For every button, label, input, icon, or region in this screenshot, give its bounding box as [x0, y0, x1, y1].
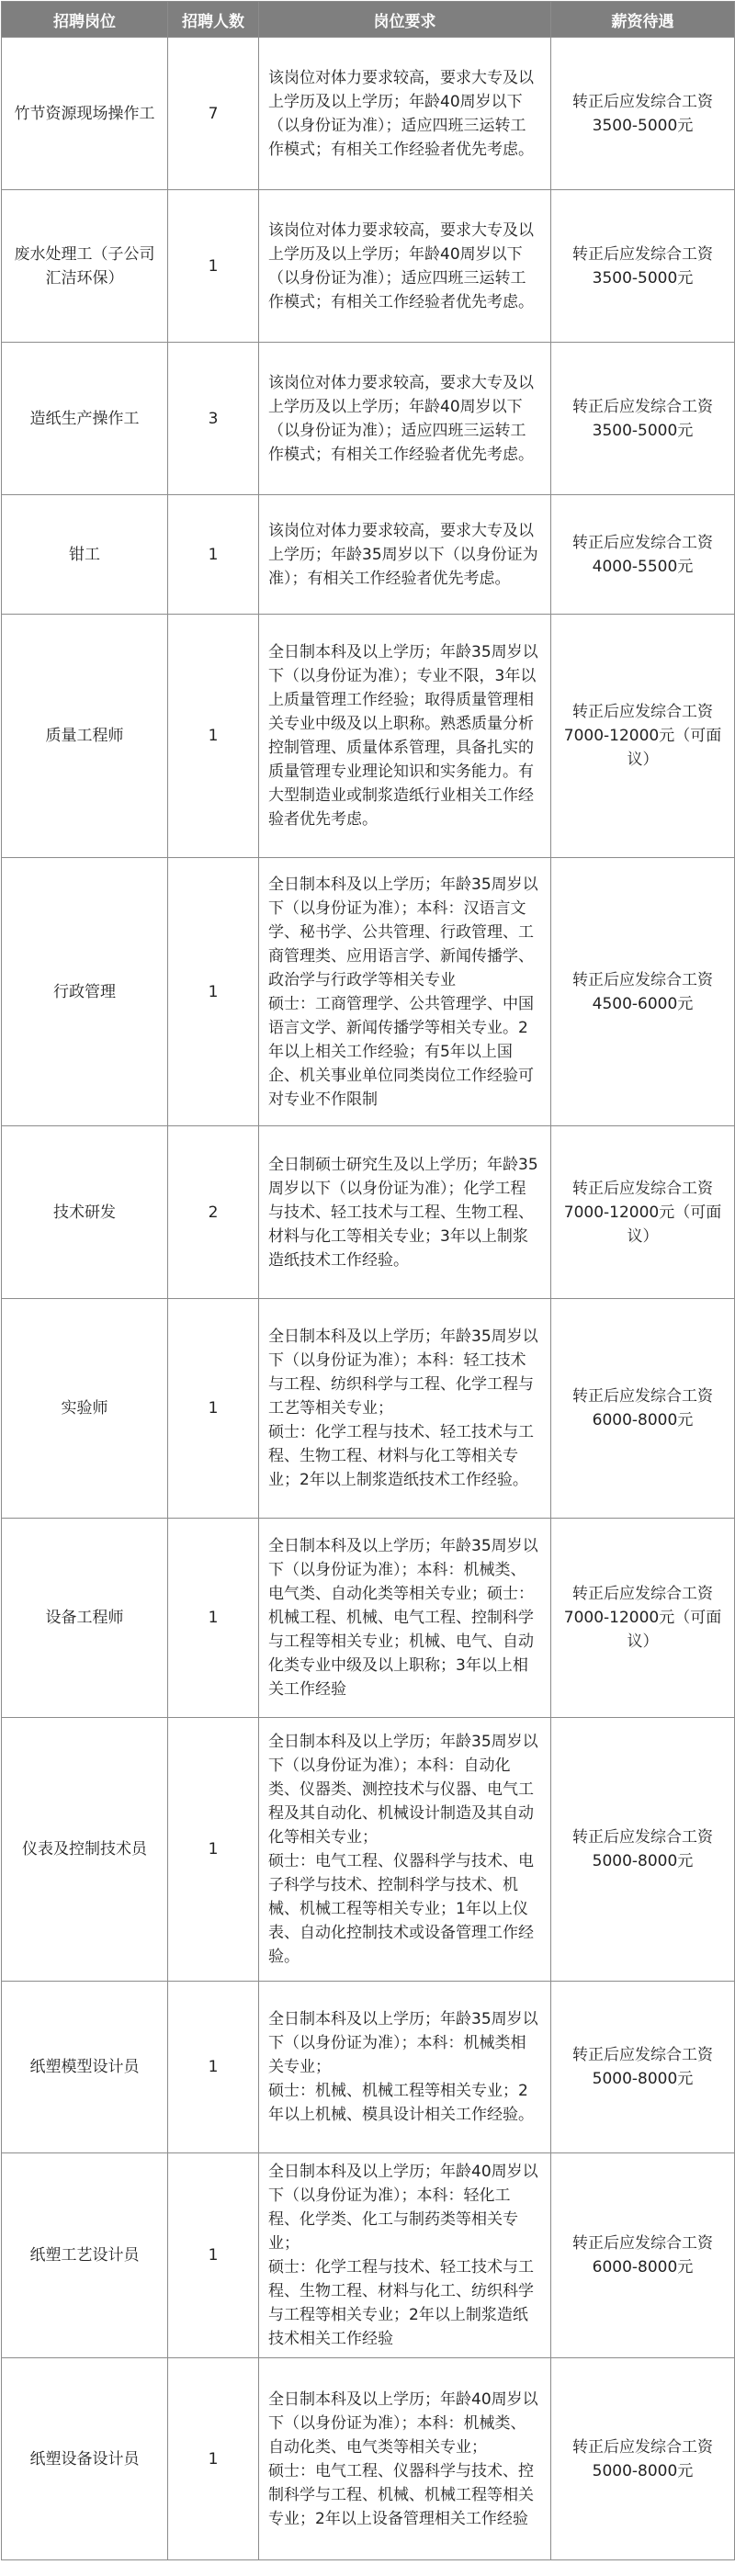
cell-requirements [259, 343, 551, 495]
cell-position: 技术研发 [2, 1126, 168, 1299]
cell-requirements [259, 2153, 551, 2358]
table-row [2, 615, 735, 858]
cell-position: 竹节资源现场操作工 [2, 38, 168, 190]
requirement-text: 全日制硕士研究生及以上学历；年龄35周岁以下（以身份证为准）；化学工程与技术、轻工技术与工程、生物工程、材料与化工等相关专业；3年以上制浆造纸技术工作经验。 [268, 1155, 538, 1270]
table-row [2, 2153, 735, 2358]
requirement-text: 硕士：工商管理学、公共管理学、中国语言文学、新闻传播学等相关专业。2年以上相关工作经验；有5年以上国企、机关事业单位同类岗位工作经验可对专业不作限制 [268, 994, 534, 1109]
requirement-text: 硕士：电气工程、仪器科学与技术、电子科学与技术、控制科学与技术、机械、机械工程等相关专业；1年以上仪表、自动化控制技术或设备管理工作经验。 [268, 1852, 534, 1966]
requirement-text: 全日制本科及以上学历；年龄35周岁以下（以身份证为准）；本科：机械类相关专业； [268, 2010, 538, 2076]
cell-salary: 转正后应发综合工资6000-8000元 [551, 2153, 735, 2358]
cell-position: 废水处理工（子公司汇洁环保） [2, 190, 168, 343]
cell-position: 仪表及控制技术员 [2, 1718, 168, 1982]
cell-requirements [259, 1126, 551, 1299]
header-position: 招聘岗位 [2, 2, 168, 38]
cell-requirements [259, 1519, 551, 1718]
cell-count: 1 [168, 615, 259, 858]
requirement-text: 硕士：化学工程与技术、轻工技术与工程、生物工程、材料与化工、纺织科学与工程等相关专业；2年以上制浆造纸技术相关工作经验 [268, 2258, 534, 2348]
cell-count: 3 [168, 343, 259, 495]
cell-requirements [259, 1299, 551, 1519]
cell-count: 1 [168, 1519, 259, 1718]
table-row [2, 1299, 735, 1519]
cell-count: 1 [168, 2153, 259, 2358]
requirement-text: 该岗位对体力要求较高，要求大专及以上学历及以上学历；年龄40周岁以下（以身份证为准）；适应四班三运转工作模式；有相关工作经验者优先考虑。 [268, 220, 534, 311]
cell-count: 1 [168, 190, 259, 343]
cell-requirements [259, 858, 551, 1126]
cell-requirements [259, 190, 551, 343]
cell-position: 纸塑模型设计员 [2, 1982, 168, 2153]
requirement-text: 全日制本科及以上学历；年龄35周岁以下（以身份证为准）；本科：汉语言文学、秘书学、公共管理、行政管理、工商管理类、应用语言学、新闻传播学、政治学与行政学等相关专业 [268, 875, 538, 989]
cell-salary: 转正后应发综合工资3500-5000元 [551, 38, 735, 190]
cell-position: 实验师 [2, 1299, 168, 1519]
table-row [2, 38, 735, 190]
cell-count: 7 [168, 38, 259, 190]
requirement-text: 全日制本科及以上学历；年龄35周岁以下（以身份证为准）；专业不限，3年以上质量管理工作经验；取得质量管理相关专业中级及以上职称。熟悉质量分析控制管理、质量体系管理，具备扎实的质量管理专业理论知识和实务能力。有大型制造业或制浆造纸行业相关工作经验者优先考虑。 [268, 643, 538, 829]
cell-salary: 转正后应发综合工资5000-8000元 [551, 1982, 735, 2153]
requirement-text: 全日制本科及以上学历；年龄40周岁以下（以身份证为准）；本科：轻化工程、化学类、化工与制药类等相关专业； [268, 2163, 538, 2253]
cell-salary: 转正后应发综合工资4500-6000元 [551, 858, 735, 1126]
cell-requirements [259, 1982, 551, 2153]
table-row [2, 1718, 735, 1982]
cell-requirements [259, 38, 551, 190]
cell-salary: 转正后应发综合工资4000-5500元 [551, 495, 735, 615]
cell-position: 纸塑设备设计员 [2, 2358, 168, 2560]
header-count: 招聘人数 [168, 2, 259, 38]
cell-salary: 转正后应发综合工资6000-8000元 [551, 1299, 735, 1519]
cell-requirements [259, 615, 551, 858]
requirement-text: 全日制本科及以上学历；年龄35周岁以下（以身份证为准）；本科：轻工技术与工程、纺织科学与工程、化学工程与工艺等相关专业； [268, 1328, 538, 1418]
requirement-text: 该岗位对体力要求较高，要求大专及以上学历；年龄35周岁以下（以身份证为准）；有相关工作经验者优先考虑。 [268, 521, 538, 588]
cell-count: 1 [168, 495, 259, 615]
requirement-text: 全日制本科及以上学历；年龄35周岁以下（以身份证为准）；本科：机械类、电气类、自动化类等相关专业；硕士：机械工程、机械、电气工程、控制科学与工程等相关专业；机械、电气、自动化类专业中级及以上职称；3年以上相关工作经验 [268, 1537, 538, 1699]
table-row [2, 858, 735, 1126]
cell-salary: 转正后应发综合工资7000-12000元（可面议） [551, 615, 735, 858]
cell-requirements [259, 2358, 551, 2560]
requirement-text: 硕士：机械、机械工程等相关专业；2年以上机械、模具设计相关工作经验。 [268, 2082, 534, 2124]
cell-count: 1 [168, 2358, 259, 2560]
cell-salary: 转正后应发综合工资3500-5000元 [551, 343, 735, 495]
requirement-text: 该岗位对体力要求较高，要求大专及以上学历及以上学历；年龄40周岁以下（以身份证为准）；适应四班三运转工作模式；有相关工作经验者优先考虑。 [268, 68, 534, 159]
cell-count: 2 [168, 1126, 259, 1299]
requirement-text: 该岗位对体力要求较高，要求大专及以上学历及以上学历；年龄40周岁以下（以身份证为准）；适应四班三运转工作模式；有相关工作经验者优先考虑。 [268, 373, 534, 464]
cell-position: 设备工程师 [2, 1519, 168, 1718]
cell-count: 1 [168, 1718, 259, 1982]
cell-count: 1 [168, 1299, 259, 1519]
requirement-text: 硕士：化学工程与技术、轻工技术与工程、生物工程、材料与化工等相关专业；2年以上制浆造纸技术工作经验。 [268, 1423, 534, 1489]
requirement-text: 硕士：电气工程、仪器科学与技术、控制科学与工程、机械、机械工程等相关专业；2年以上设备管理相关工作经验 [268, 2461, 534, 2528]
cell-salary: 转正后应发综合工资3500-5000元 [551, 190, 735, 343]
cell-salary: 转正后应发综合工资7000-12000元（可面议） [551, 1519, 735, 1718]
cell-position: 钳工 [2, 495, 168, 615]
table-row [2, 1982, 735, 2153]
table-row [2, 343, 735, 495]
table-row [2, 1126, 735, 1299]
cell-salary: 转正后应发综合工资5000-8000元 [551, 1718, 735, 1982]
cell-requirements [259, 495, 551, 615]
table-row [2, 1519, 735, 1718]
cell-position: 纸塑工艺设计员 [2, 2153, 168, 2358]
table-row [2, 2358, 735, 2560]
header-salary: 薪资待遇 [551, 2, 735, 38]
cell-position: 质量工程师 [2, 615, 168, 858]
cell-count: 1 [168, 1982, 259, 2153]
cell-salary: 转正后应发综合工资7000-12000元（可面议） [551, 1126, 735, 1299]
cell-count: 1 [168, 858, 259, 1126]
header-requirements: 岗位要求 [259, 2, 551, 38]
cell-requirements [259, 1718, 551, 1982]
recruitment-table [1, 1, 735, 2560]
table-header-row [2, 2, 735, 38]
table-row [2, 190, 735, 343]
requirement-text: 全日制本科及以上学历；年龄35周岁以下（以身份证为准）；本科：自动化类、仪器类、测控技术与仪器、电气工程及其自动化、机械设计制造及其自动化等相关专业； [268, 1733, 538, 1847]
cell-salary: 转正后应发综合工资5000-8000元 [551, 2358, 735, 2560]
cell-position: 造纸生产操作工 [2, 343, 168, 495]
table-row [2, 495, 735, 615]
requirement-text: 全日制本科及以上学历；年龄40周岁以下（以身份证为准）；本科：机械类、自动化类、电气类等相关专业； [268, 2390, 538, 2457]
cell-position: 行政管理 [2, 858, 168, 1126]
